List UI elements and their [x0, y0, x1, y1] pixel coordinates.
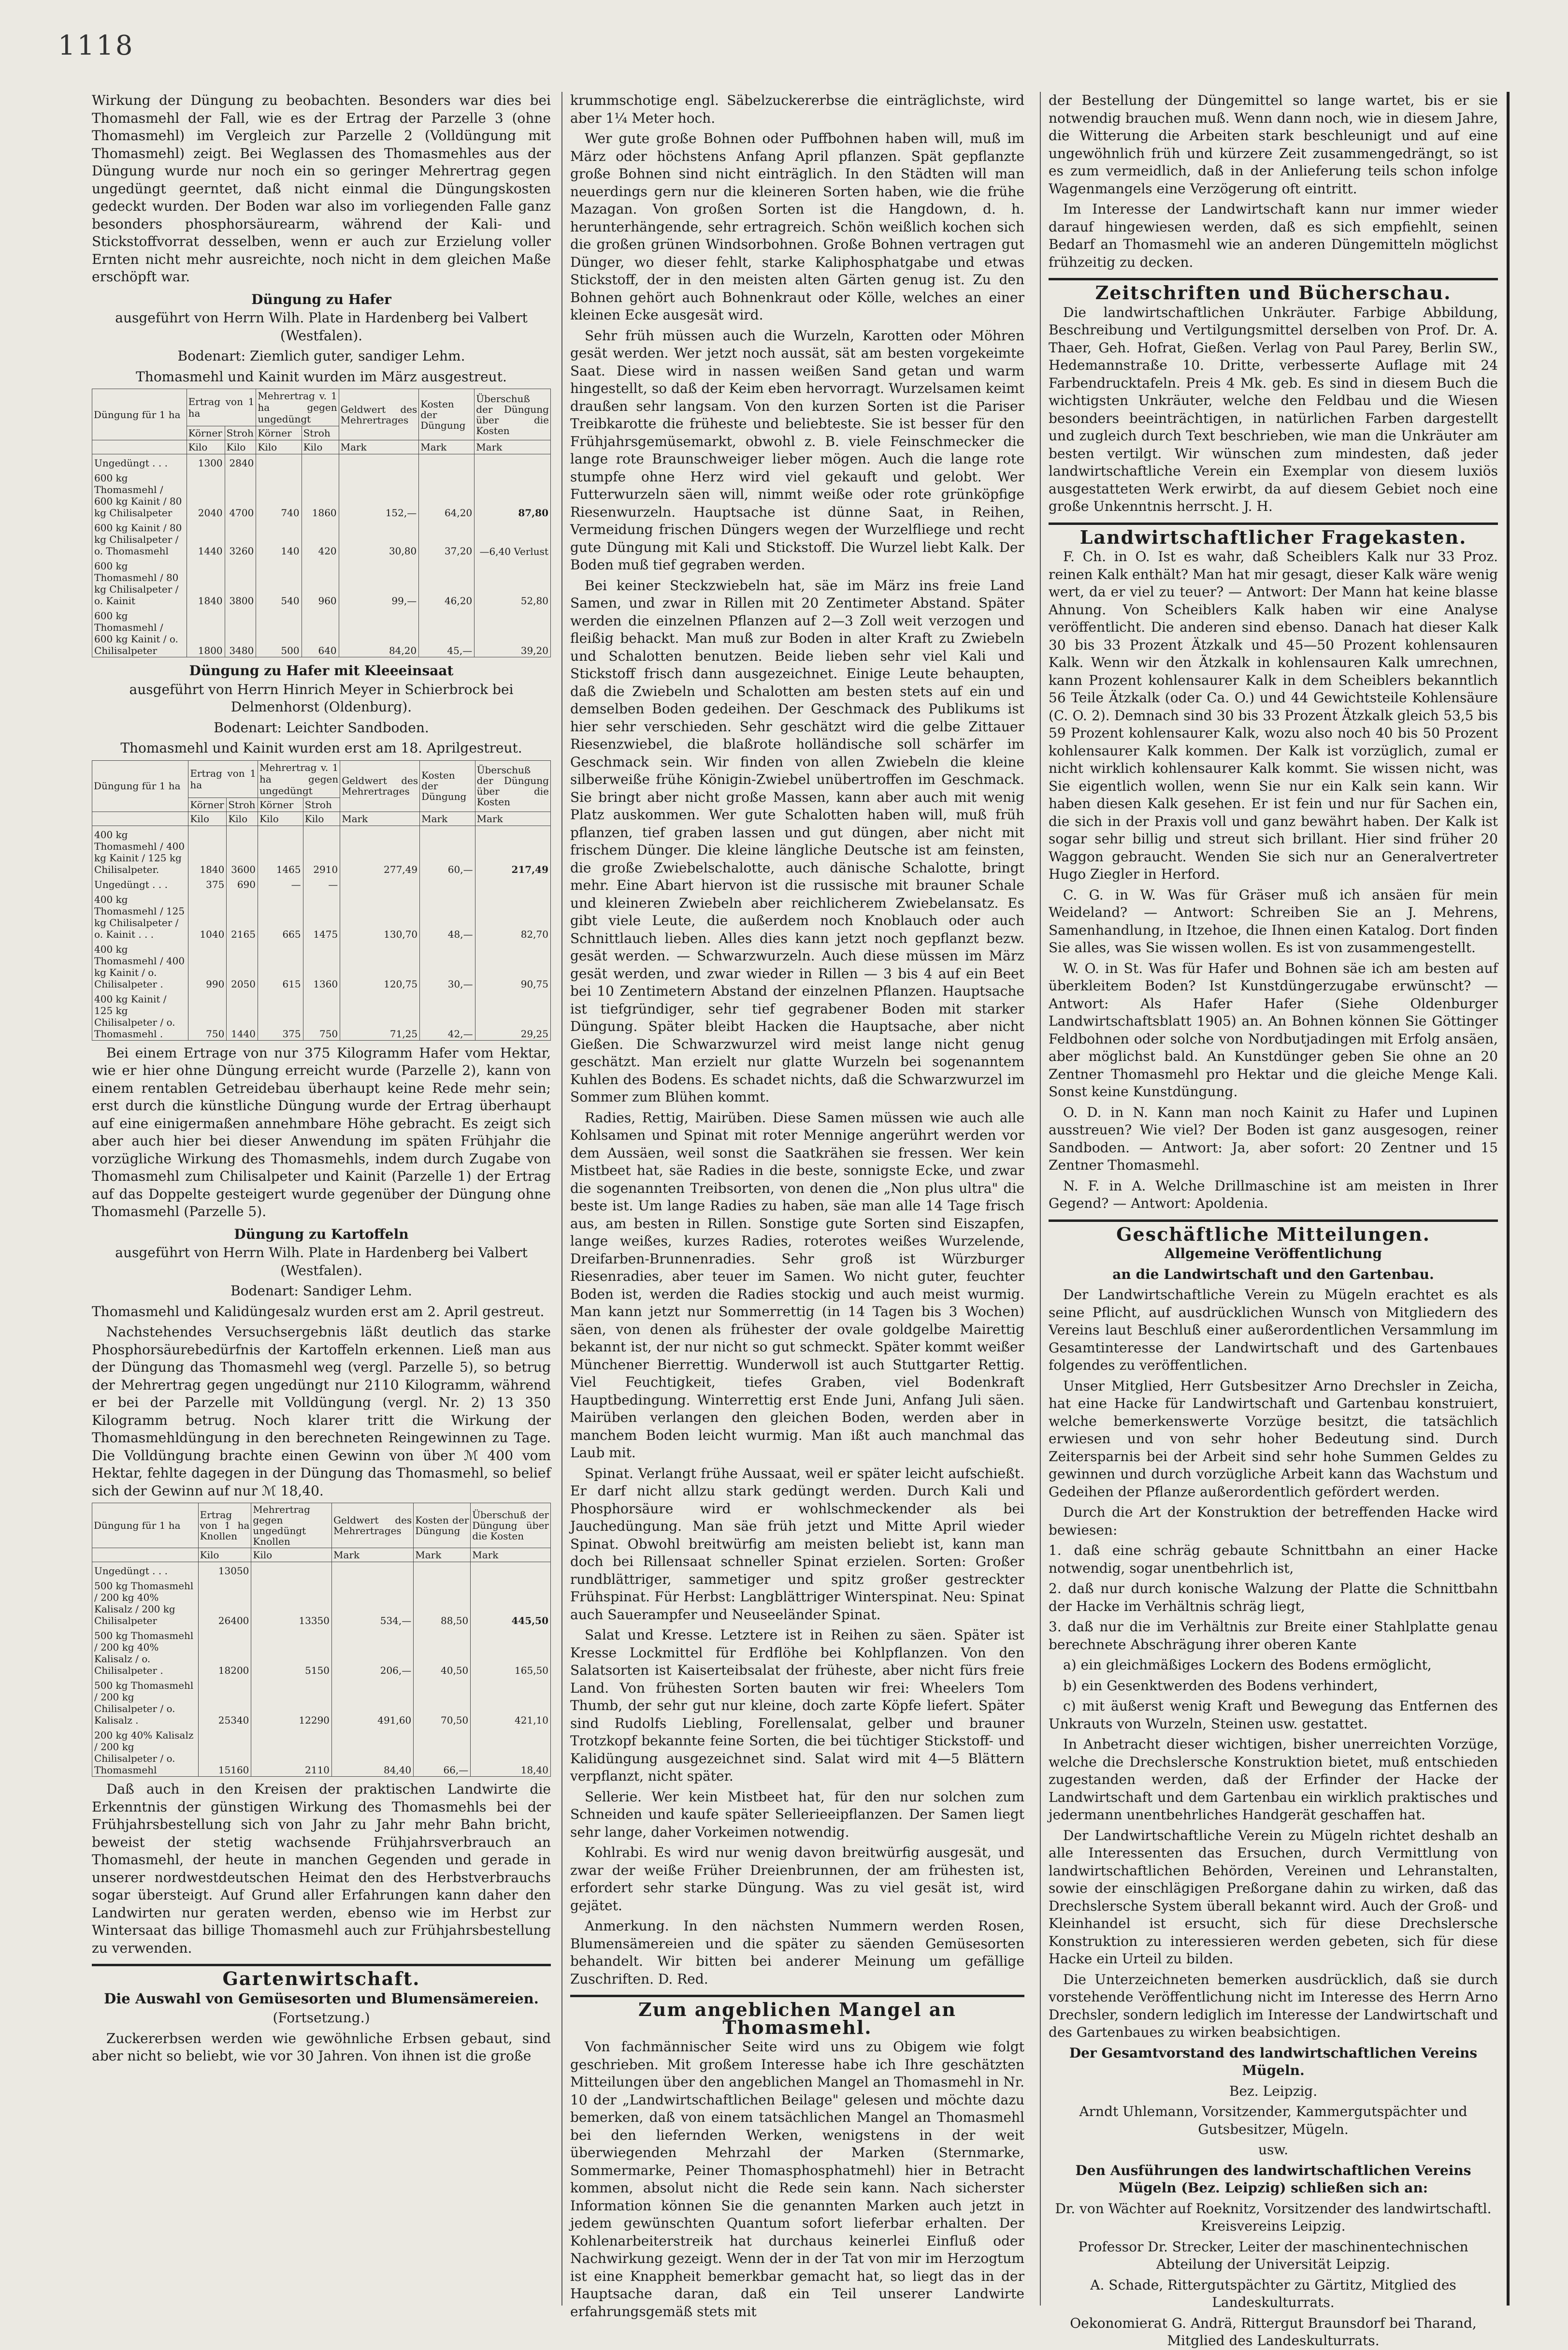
cell: 2840 [225, 454, 256, 470]
unit-label: Kilo [258, 812, 303, 826]
table-header: Geldwert des Mehrertrages [340, 760, 420, 812]
cell: 445,50 [471, 1577, 551, 1627]
paragraph: Der Landwirtschaftliche Verein zu Mügeln erachtet es als seine Pflicht, auf ausdrücklichen Wunsch von Mitgliedern des Vereins laut Beschluß einer außerordentlichen Versammlung im Gesamtinteresse der Landwirtschaft und des Gartenbaues folgendes zu veröffentlichen. [1049, 1287, 1498, 1373]
cell: 1040 [188, 891, 227, 941]
paragraph: krummschotige engl. Säbelzuckererbse die einträglichste, wird aber 1¼ Meter hoch. [570, 92, 1024, 126]
paragraph: Durch die Art der Konstruktion der betreffenden Hacke wird bewiesen: [1049, 1504, 1498, 1538]
row-label: Ungedüngt . . . [92, 876, 188, 891]
row-label: 500 kg Thomasmehl / 200 kg 40% Kalisalz / o. Chilisalpeter . [92, 1627, 199, 1677]
paragraph: Wirkung der Düngung zu beobachten. Besonders war dies bei Thomasmehl der Fall, wie es der Ertrag der Parzelle 3 (ohne Thomasmehl) im Vergleich zur Parzelle 2 (Volldüngung mit Thomasmehl) zeigt. Bei Weglassen des Thomasmehles aus der Düngung wurde nur noch ein so geringer Mehrertrag gegen ungedüngt geerntet, daß nicht einmal die Düngungskosten gedeckt wurden. Der Boden war also im vorliegenden Falle ganz besonders phosphorsäurearm, während der Kali- und Stickstoffvorrat desselben, wenn er auch zur Erzielung voller Ernten nicht mehr ausreichte, noch nicht in dem gleichen Maße erschöpft war. [92, 92, 551, 285]
table-header: Ertrag von 1 ha [188, 760, 258, 798]
paragraph: Von fachmännischer Seite wird uns zu Obigem wie folgt geschrieben. Mit großem Interesse habe ich Ihre geschätzten Mitteilungen über den angeblichen Mangel an Thomasmehl in Nr. 10 der „Landwirtschaftlichen Beilage" gelesen und möchte dazu bemerken, daß von einem tatsächlichen Mangel an Thomasmehl bei den liefernden Werken, wenigstens in der weit überwiegenden Mehrzahl der Marken (Sternmarke, Sommermarke, Peiner Thomasphosphatmehl) hier in Betracht kommen, absolut nicht die Rede sein kann. Nach sicherster Information können Sie die genannten Marken auch jetzt in jedem gewünschten Quantum sofort lieferbar erhalten. Der Kohlenarbeiterstreik hat durchaus keinerlei Einfluß oder Nachwirkung gezeigt. Wenn der in der Tat von mir im Herzogtum ist eine Knappheit bemerkbar gemacht hat, so liegt das in der Hauptsache daran, daß ein Teil unserer Landwirte erfahrungsgemäß stets mit [570, 2039, 1024, 2320]
cell: 52,80 [475, 557, 551, 607]
cell: 99,— [339, 557, 419, 607]
cell: 82,70 [475, 891, 550, 941]
table-header: Mehrertrag gegen ungedüngt Knollen [251, 1503, 332, 1548]
row-label: Ungedüngt . . . [92, 1562, 199, 1578]
cell: 30,80 [339, 519, 419, 557]
unit-label: Kilo [256, 440, 302, 454]
cell: 18,40 [471, 1726, 551, 1777]
cell: 18200 [198, 1627, 251, 1677]
table-header: Düngung für 1 ha [92, 1503, 199, 1548]
list-item: 3. daß nur die im Verhältnis zur Breite einer Stahlplatte genau berechnete Abschrägung ihrer oberen Kante [1049, 1619, 1498, 1653]
cell: 48,— [420, 891, 475, 941]
unit-label: Mark [339, 440, 419, 454]
table-row [92, 1577, 551, 1627]
cell: 2110 [251, 1726, 332, 1777]
cell: 990 [188, 941, 227, 990]
table-header: Kosten der Düngung [414, 1503, 471, 1548]
signature: usw. [1258, 2142, 1288, 2158]
cell: 84,20 [339, 607, 419, 657]
unit-label: Mark [419, 440, 475, 454]
cell: 540 [256, 557, 302, 607]
paragraph: Die Unterzeichneten bemerken ausdrücklich, daß sie durch vorstehende Veröffentlichung nicht im Interesse des Herrn Arno Drechsler, sondern lediglich im Interesse der Landwirtschaft und des Gartenbaues zu wirken beabsichtigen. [1049, 1971, 1498, 2040]
cell: 1465 [258, 826, 303, 876]
cell: 277,49 [340, 826, 420, 876]
subheading: Allgemeine Veröffentlichung [1165, 1246, 1382, 1262]
table-header: Düngung für 1 ha [92, 760, 188, 812]
cell: — [258, 876, 303, 891]
cell: 421,10 [471, 1677, 551, 1726]
paragraph: Der Landwirtschaftliche Verein zu Mügeln richtet deshalb an alle Interessenten das Ersuchen, durch Vermittlung von landwirtschaftlichen Behörden, Vereinen und Lehranstalten, sowie der einschlägigen Preßorgane dahin zu wirken, daß das Drechslersche System überall bekannt wird. Auch der Groß- und Kleinhandel ist ersucht, sich für diese Drechslersche Konstruktion zu interessieren werden gebeten, sich für diese Hacke ein Urteil zu bilden. [1049, 1827, 1498, 1967]
cell [420, 876, 475, 891]
signature: Professor Dr. Strecker, Leiter der maschinentechnischen Abteilung der Universität Leipzig. [1078, 2238, 1468, 2272]
qa-entry: W. O. in St. Was für Hafer und Bohnen säe ich am besten auf überkleitem Boden? Ist Kunstdüngerzugabe erwünscht? — Antwort: Als Hafer Hafer (Siehe Oldenburger Landwirtschaftsblatt 1905) an. An Bohnen können Sie Göttinger Feldbohnen oder solche von Nordbutjadingen mit Erfolg ansäen, aber möglichst bald. An Kunstdünger geben Sie ohne an 20 Zentner Thomasmehl pro Hektar und die gleiche Menge Kali. Sonst keine Kunstdüngung. [1049, 960, 1498, 1100]
row-label: 400 kg Thomasmehl / 400 kg Kainit / 125 kg Chilisalpeter. [92, 826, 188, 876]
paragraph: Zuckererbsen werden wie gewöhnliche Erbsen gebaut, sind aber nicht so beliebt, wie vor 30 Jahren. Von ihnen ist die große [92, 2030, 551, 2064]
cell [475, 876, 550, 891]
cell: 3600 [227, 826, 258, 876]
table-header: Überschuß der Düngung über die Kosten [475, 389, 551, 440]
cell: 66,— [414, 1726, 471, 1777]
table-header: Düngung für 1 ha [92, 389, 187, 440]
cell [302, 454, 339, 470]
cell: 3260 [225, 519, 256, 557]
column-3 [1049, 92, 1498, 2349]
paragraph: Kohlrabi. Es wird nur wenig davon breitwürfig ausgesät, und zwar der weiße Früher Dreienbrunnen, der am frühesten ist, erfordert sehr starke Düngung. Was zu viel gesät ist, wird gejätet. [570, 1844, 1024, 1914]
cell: 640 [302, 607, 339, 657]
cell: 740 [256, 469, 302, 519]
cell: 375 [188, 876, 227, 891]
paragraph: Im Interesse der Landwirtschaft kann nur immer wieder darauf hingewiesen werden, daß es sich empfiehlt, seinen Bedarf an Thomasmehl wie an anderen Düngemitteln möglichst frühzeitig zu decken. [1049, 201, 1498, 270]
unit-label: Kilo [188, 812, 227, 826]
cell: 46,20 [419, 557, 475, 607]
unit-label: Kilo [251, 1548, 332, 1562]
cell: 1440 [227, 990, 258, 1041]
cell: 960 [302, 557, 339, 607]
table-row [92, 469, 551, 519]
cell [475, 454, 551, 470]
table-row [92, 1627, 551, 1677]
list-item: 2. daß nur durch konische Walzung der Platte die Schnittbahn der Hacke im Verhältnis schräg liegt, [1049, 1581, 1498, 1614]
cell: —6,40 Verlust [475, 519, 551, 557]
soil-type: Bodenart: Ziemlich guter, sandiger Lehm. [177, 348, 465, 364]
section-heading: Zum angeblichen Mangel an Thomasmehl. [570, 1995, 1024, 2036]
table-header: Mehrertrag v. 1 ha gegen ungedüngt [258, 760, 340, 798]
cell: 1840 [187, 557, 225, 607]
table-header: Körner [256, 426, 302, 440]
cell: 1360 [303, 941, 340, 990]
cell: 87,80 [475, 469, 551, 519]
soil-type: Bodenart: Leichter Sandboden. [214, 719, 429, 736]
cell [339, 454, 419, 470]
cell: 1300 [187, 454, 225, 470]
cell: 13050 [198, 1562, 251, 1578]
cell: 750 [303, 990, 340, 1041]
cell: 2165 [227, 891, 258, 941]
cell: 140 [256, 519, 302, 557]
potato-fertilizer-table [92, 1503, 551, 1777]
unit-label: Mark [332, 1548, 414, 1562]
row-label: Ungedüngt . . . [92, 454, 187, 470]
cell: 206,— [332, 1627, 414, 1677]
unit-label: Mark [420, 812, 475, 826]
section-heading: Gartenwirtschaft. [92, 1964, 551, 1988]
column-rule-1 [561, 92, 562, 2306]
signature: Bez. Leipzig. [1229, 2083, 1318, 2099]
right-edge-rule [1507, 92, 1510, 2306]
row-label: 400 kg Kainit / 125 kg Chilisalpeter / o. Thomasmehl . [92, 990, 188, 1041]
column-2 [570, 92, 1024, 2320]
unit-label: Mark [471, 1548, 551, 1562]
table-header: Überschuß der Düngung über die Kosten [475, 760, 550, 812]
cell: 90,75 [475, 941, 550, 990]
paragraph: Bei einem Ertrage von nur 375 Kilogramm Hafer vom Hektar, wie er hier ohne Düngung erreicht wurde (Parzelle 2), kann von einem rentablen Getreidebau überhaupt keine Rede mehr sein; erst durch die künstliche Düngung wurde der Ertrag überhaupt auf eine einigermaßen annehmbare Höhe gebracht. Es zeigt sich aber auch hier bei dieser Anwendung im späten Frühjahr die vorzügliche Wirkung des Thomasmehls, indem durch Zugabe von Thomasmehl zum Chilisalpeter und Kainit (Parzelle 1) der Ertrag auf das Doppelte gesteigert wurde gegenüber der Düngung ohne Thomasmehl (Parzelle 5). [92, 1044, 551, 1219]
cell: — [303, 876, 340, 891]
cell: 1800 [187, 607, 225, 657]
cell: 615 [258, 941, 303, 990]
paragraph: Spinat. Verlangt frühe Aussaat, weil er später leicht aufschießt. Er darf nicht allzu stark gedüngt werden. Durch Kali und Phosphorsäure wird er wohlschmeckender als bei Jauchedüngung. Man säe früh jetzt und Mitte April wieder Spinat. Obwohl breitwürfig am meisten beliebt ist, kann man doch bei Rillensaat schneller Spinat erzielen. Sorten: Großer rundblättriger, sammetiger und spitz großer gestreckter Frühspinat. Für Herbst: Langblättriger Winterspinat. Neu: Spinat auch Sauerampfer und Neuseeländer Spinat. [570, 1465, 1024, 1623]
cell: 70,50 [414, 1677, 471, 1726]
cell: 39,20 [475, 607, 551, 657]
soil-type: Bodenart: Sandiger Lehm. [230, 1283, 412, 1299]
table-row [92, 826, 551, 876]
cell: 5150 [251, 1627, 332, 1677]
table-header: Stroh [227, 798, 258, 812]
cell: 1440 [187, 519, 225, 557]
signature: Der Gesamtvorstand des landwirtschaftlichen Vereins Mügeln. [1069, 2045, 1478, 2078]
cell: 40,50 [414, 1627, 471, 1677]
row-label: 400 kg Thomasmehl / 400 kg Kainit / o. Chilisalpeter . [92, 941, 188, 990]
list-item: a) ein gleichmäßiges Lockern des Bodens ermöglicht, [1063, 1657, 1432, 1673]
row-label: 600 kg Thomasmehl / 80 kg Chilisalpeter / o. Kainit [92, 557, 187, 607]
table-header: Körner [258, 798, 303, 812]
table-row [92, 990, 551, 1041]
signature: A. Schade, Rittergutspächter zu Gärtitz, Mitglied des Landeskulturrats. [1090, 2277, 1456, 2310]
cell: 26400 [198, 1577, 251, 1627]
unit-label: Kilo [227, 812, 258, 826]
table-row [92, 876, 551, 891]
table-header: Überschuß der Düngung über die Kosten [471, 1503, 551, 1548]
section-title: Düngung zu Hafer [251, 291, 391, 307]
paragraph: Anmerkung. In den nächsten Nummern werden Rosen, Blumensämereien und die später zu säenden Gemüsesorten behandelt. Wir bitten bei anderer Meinung um gefällige Zuschriften. D. Red. [570, 1918, 1024, 1987]
cell: 690 [227, 876, 258, 891]
unit-label: Mark [414, 1548, 471, 1562]
list-item: 1. daß eine schräg gebaute Schnittbahn an einer Hacke notwendig, sogar unentbehrlich ist, [1049, 1542, 1498, 1576]
table-header: Ertrag von 1 ha Knollen [198, 1503, 251, 1548]
cell: 42,— [420, 990, 475, 1041]
cell: 13350 [251, 1577, 332, 1627]
list-item: c) mit äußerst wenig Kraft und Bewegung das Entfernen des Unkrauts von Wurzeln, Steinen usw. gestattet. [1049, 1698, 1498, 1732]
paragraph: Salat und Kresse. Letztere ist in Reihen zu säen. Später ist Kresse Lockmittel für Erdflöhe bei Kohlpflanzen. Von den Salatsorten ist Kaiserteibsalat der früheste, aber nicht fürs freie Land. Von frühesten Sorten bauten wir frei: Wheelers Tom Thumb, der sehr gut nur kleine, doch zarte Köpfe liefert. Später sind Rudolfs Liebling, Forellensalat, gelber und brauner Trotzkopf bekannte feine Sorten, die bei tüchtiger Stickstoff- und Kalidüngung ausgezeichnet sind. Salat wird mit 4—5 Blättern verpflanzt, nicht später. [570, 1627, 1024, 1784]
cell: 15160 [198, 1726, 251, 1777]
cell: 750 [188, 990, 227, 1041]
cell: 375 [258, 990, 303, 1041]
continuation-note: (Fortsetzung.) [273, 2010, 370, 2026]
section-title: Düngung zu Kartoffeln [234, 1226, 409, 1242]
unit-label: Kilo [187, 440, 225, 454]
table-row [92, 519, 551, 557]
cell [251, 1562, 332, 1578]
cell: 4700 [225, 469, 256, 519]
table-header: Mehrertrag v. 1 ha gegen ungedüngt [256, 389, 339, 426]
cell: 12290 [251, 1677, 332, 1726]
unit-label: Kilo [198, 1548, 251, 1562]
section-byline: ausgeführt von Herrn Wilh. Plate in Hardenberg bei Valbert (Westfalen). [115, 1245, 528, 1278]
oat-fertilizer-table [92, 389, 551, 657]
paragraph: Bei keiner Steckzwiebeln hat, säe im März ins freie Land Samen, und zwar in Rillen mit 20 Zentimeter Abstand. Später werden die einzelnen Pflanzen auf 2—3 Zoll weit verzogen und fleißig behackt. Man muß zur Boden in alter Kraft zu Zwiebeln und Schalotten benutzen. Beide lieben sehr viel Kali und Stickstoff frisch dann ausgezeichnet. Einige Leute behaupten, daß die Zwiebeln und Schalotten am besten stets auf ein und demselben Boden gedeihen. Der Geschmack des Publikums ist hier sehr verschieden. Sehr geschätzt wird die gelbe Zittauer Riesenzwiebel, die blaßrote holländische soll schärfer im Geschmack sein. Wir finden von allen Zwiebeln die kleine silberweiße frühe Königin-Zwiebel unübertroffen im Geschmack. Sie bringt aber nicht große Massen, kann aber auch mit wenig Platz auskommen. Wer gute Schalotten haben will, muß früh pflanzen, tief graben lassen und gut düngen, aber nicht mit frischem Dünger. Die kleine längliche Deutsche ist am feinsten, die große Zwiebelschalotte, auch dänische Schalotte, bringt mehr. Eine Abart hiervon ist die russische mit brauner Schale und kleineren Zwiebeln aber reichlicherem Zwiebelansatz. Es gibt viele Leute, die außerdem noch Knoblauch oder auch Schnittlauch lieben. Alles dies kann jetzt noch gepflanzt bezw. gesät werden. — Schwarzwurzeln. Auch diese müssen im März gesät werden, und zwar wieder in Rillen — 3 bis 4 auf ein Beet bei 10 Zentimetern Abstand der einzelnen Pflanzen. Hauptsache ist tiefgründiger, sehr tief gegrabener Boden mit starker Düngung. Später bleibt Hacken die Hauptsache, aber nicht Gießen. Die Schwarzwurzel wird meist lange nicht genug geschätzt. Man erzielt nur glatte Wurzeln bei sogenanntem Kuhlen des Bodens. Es schadet nichts, daß die Schwarzwurzel im Sommer zum Blühen kommt. [570, 577, 1024, 1105]
cell: 500 [256, 607, 302, 657]
unit-label: Kilo [303, 812, 340, 826]
cell: 3800 [225, 557, 256, 607]
signature: Oekonomierat G. Andrä, Rittergut Braunsdorf bei Tharand, Mitglied des Landeskulturrats. [1070, 2315, 1477, 2349]
cell: 2050 [227, 941, 258, 990]
cell: 88,50 [414, 1577, 471, 1627]
cell [340, 876, 420, 891]
paragraph: Sehr früh müssen auch die Wurzeln, Karotten oder Möhren gesät werden. Wer jetzt noch aussät, sät am besten vorgekeimte Saat. Diese wird in nassen weißen Sand getan und warm hingestellt, so daß der Keim eben hervorragt. Wurzelsamen keimt draußen sehr langsam. Von den kurzen Sorten ist die Pariser Treibkarotte die früheste und beliebteste. Sie ist besser für den Frühjahrsgemüsemarkt, obwohl z. B. viele Feinschmecker die lange rote Braunschweiger lieber mögen. Auch die lange rote stumpfe ohne Herz wird viel gekauft und gelobt. Wer Futterwurzeln säen will, nimmt weiße oder rote grünköpfige Riesenwurzeln. Hauptsache ist dünne Saat, in Reihen, Vermeidung frischen Düngers wegen der Wurzelfliege und recht gute Düngung mit Kali und Stickstoff. Die Wurzel liebt Kalk. Der Boden muß tief gegraben werden. [570, 327, 1024, 573]
cell: 2040 [187, 469, 225, 519]
row-label: 500 kg Thomasmehl / 200 kg 40% Kalisalz / 200 kg Chilisalpeter [92, 1577, 199, 1627]
qa-entry: N. F. in A. Welche Drillmaschine ist am meisten in Ihrer Gegend? — Antwort: Apoldenia. [1049, 1177, 1498, 1211]
cell: 64,20 [419, 469, 475, 519]
cell [256, 454, 302, 470]
column-1 [92, 92, 551, 2306]
list-item: b) ein Gesenktwerden des Bodens verhindert, [1063, 1677, 1378, 1694]
row-label: 200 kg 40% Kalisalz / 200 kg Chilisalpeter / o. Thomasmehl [92, 1726, 199, 1777]
table-header: Stroh [303, 798, 340, 812]
cell: 71,25 [340, 990, 420, 1041]
cell: 130,70 [340, 891, 420, 941]
paragraph: Wer gute große Bohnen oder Puffbohnen haben will, muß im März oder höchstens Anfang April pflanzen. Spät gepflanzte große Bohnen sind nicht einträglich. In den Städten will man neuerdings gern nur die kleineren Sorten haben, wie die frühe Mazagan. Von großen Sorten ist die Hangdown, d. h. herunterhängende, sehr ertragreich. Schön weißlich kochen sich die großen grünen Windsorbohnen. Große Bohnen vertragen gut Dünger, wo dieser fehlt, starke Kaliphosphatgabe und etwas Stickstoff, der in den meisten alten Gärten genug ist. Zu den Bohnen gehört auch Bohnenkraut oder Kölle, welches an einer kleinen Ecke ausgesät wird. [570, 131, 1024, 323]
article-title: Die Auswahl von Gemüsesorten und Blumensämereien. [104, 1990, 539, 2007]
table-header: Körner [188, 798, 227, 812]
cell: 1860 [302, 469, 339, 519]
table-header: Geldwert des Mehrertrages [332, 1503, 414, 1548]
unit-label: Kilo [225, 440, 256, 454]
signature: Den Ausführungen des landwirtschaftlichen Vereins Mügeln (Bez. Leipzig) schließen sich an: [1075, 2162, 1471, 2196]
cell: 29,25 [475, 990, 550, 1041]
cell: 30,— [420, 941, 475, 990]
qa-entry: C. G. in W. Was für Gräser muß ich ansäen für mein Weideland? — Antwort: Schreiben Sie an J. Mehrens, Samenhandlung, in Itzehoe, die Ihnen einen Katalog. Dort finden Sie alles, was Sie wissen wollen. Es ist von zusammengestellt. [1049, 886, 1498, 956]
cell: 1475 [303, 891, 340, 941]
paragraph: Radies, Rettig, Mairüben. Diese Samen müssen wie auch alle Kohlsamen und Spinat mit roter Mennige angerührt werden vor dem Aussäen, weil sonst die Saatkrähen sie fressen. Wer kein Mistbeet hat, säe Radies in die beste, sonnigste Ecke, und zwar die sogenannten Treibsorten, von denen die „Non plus ultra" die beste ist. Um lange Radies zu haben, säe man alle 14 Tage frisch aus, am besten in Rillen. Sonstige gute Sorten sind Eiszapfen, lange weißes, kurzes Radies, roterotes weißes Wurzelende, Dreifarben-Brunnenradies. Sehr groß ist Würzburger Riesenradies, aber teuer im Samen. Wo nicht guter, feuchter Boden ist, werden die Radies stockig und auch meist wurmig. Man kann jetzt nur Sommerrettig (in 14 Tagen bis 3 Wochen) säen, von denen als frühester der ovale goldgelbe Mairettig bekannt ist, der nur nicht so gut schmeckt. Später kommt weißer Münchener Bierrettig. Wunderwoll ist auch Stuttgarter Rettig. Viel Feuchtigkeit, tiefes Graben, viel Bodenkraft Hauptbedingung. Winterrettig erst Ende Juni, Anfang Juli säen. Mairüben verlangen den gleichen Boden, werden aber in manchem Boden leicht wurmig. Man ißt auch manchmal das Laub mit. [570, 1109, 1024, 1461]
paragraph: In Anbetracht dieser wichtigen, bisher unerreichten Vorzüge, welche die Drechslersche Konstruktion bietet, muß entschieden zugestanden werden, daß der Erfinder der Hacke der Landwirtschaft und dem Gartenbau ein wirklich praktisches und jedermann unentbehrliches Handgerät geschaffen hat. [1049, 1736, 1498, 1823]
unit-label: Kilo [302, 440, 339, 454]
paragraph: Daß auch in den Kreisen der praktischen Landwirte die Erkenntnis der günstigen Wirkung des Thomasmehls bei der Frühjahrsbestellung sich von Jahr zu Jahr mehr Bahn bricht, beweist der stetig wachsende Frühjahrsverbrauch an Thomasmehl, der heute in manchen Gegenden und gerade in unserer nordwestdeutschen Heimat den des Herbstverbrauchs sogar übersteigt. Auf Grund aller Erfahrungen kann daher den Landwirten nur geraten werden, ebenso wie im Herbst zur Wintersaat das billige Thomasmehl auch zur Frühjahrsbestellung zu verwenden. [92, 1781, 551, 1956]
section-byline: ausgeführt von Herrn Wilh. Plate in Hardenberg bei Valbert (Westfalen). [115, 310, 528, 344]
table-row [92, 607, 551, 657]
row-label: 600 kg Thomasmehl / 600 kg Kainit / o. Chilisalpeter [92, 607, 187, 657]
row-label: 500 kg Thomasmehl / 200 kg Chilisalpeter / o. Kalisalz . [92, 1677, 199, 1726]
cell [332, 1562, 414, 1578]
section-heading: Geschäftliche Mitteilungen. [1049, 1219, 1498, 1244]
table-header: Körner [187, 426, 225, 440]
section-title: Düngung zu Hafer mit Kleeeinsaat [189, 663, 454, 679]
cell [471, 1562, 551, 1578]
qa-entry: F. Ch. in O. Ist es wahr, daß Scheiblers Kalk nur 33 Proz. reinen Kalk enthält? Man hat mir gesagt, dieser Kalk wäre wenig wert, da er viel zu teuer? — Antwort: Der Mann hat keine blasse Ahnung. Von Scheiblers Kalk haben wir eine Analyse veröffentlicht. Die anderen sind ebenso. Danach hat dieser Kalk 30 bis 33 Prozent Ätzkalk und 45—50 Prozent kohlensauren Kalk. Wenn wir den Ätzkalk in kohlensauren Kalk umrechnen, kann Prozent kohlensaurer Kalk in dem Scheiblers bekanntlich 56 Teile Ätzkalk (oder Ca. O.) und 44 Gewichtsteile Kohlensäure (C. O. 2). Demnach sind 30 bis 33 Prozent Ätzkalk gleich 53,5 bis 59 Prozent kohlensaurer Kalk, wozu also noch 40 bis 50 Prozent kohlensaurer Kalk kommen. Der Kalk ist vorzüglich, zumal er nicht wirklich kohlensaurer Kalk kommt. Sie wissen nicht, was Sie eigentlich wollen, wenn Sie nur ein Kalk sein kann. Wir haben diesen Kalk gesehen. Er ist fein und nur für Sachen ein, die sich in der Praxis voll und ganz bewährt haben. Der Kalk ist sogar sehr billig und streut sich brillant. Hier sind früher 20 Waggon gebraucht. Wenden Sie sich nur an Generalvertreter Hugo Ziegler in Herford. [1049, 549, 1498, 882]
subheading: an die Landwirtschaft und den Gartenbau. [1112, 1266, 1434, 1282]
cell: 2910 [303, 826, 340, 876]
row-label: 400 kg Thomasmehl / 125 kg Chilisalpeter / o. Kainit . . . [92, 891, 188, 941]
cell: 84,40 [332, 1726, 414, 1777]
signature: Dr. von Wächter auf Roeknitz, Vorsitzender des landwirtschaftl. Kreisvereins Leipzig. [1055, 2200, 1492, 2234]
cell: 665 [258, 891, 303, 941]
cell: 152,— [339, 469, 419, 519]
table-header: Kosten der Düngung [420, 760, 475, 812]
table-header: Kosten der Düngung [419, 389, 475, 440]
table-row [92, 891, 551, 941]
oat-clover-table [92, 760, 551, 1041]
row-label: 600 kg Kainit / 80 kg Chilisalpeter / o. Thomasmehl [92, 519, 187, 557]
table-row [92, 1562, 551, 1578]
page-number: 1118 [58, 30, 135, 61]
paragraph: Nachstehendes Versuchsergebnis läßt deutlich das starke Phosphorsäurebedürfnis der Kartoffeln erkennen. Ließ man aus der Düngung das Thomasmehl weg (vergl. Parzelle 5), so betrug der Mehrertrag gegen ungedüngt nur 2110 Kilogramm, während er bei der Parzelle mit Volldüngung (vergl. Nr. 2) 13 350 Kilogramm betrug. Noch klarer tritt die Wirkung der Thomasmehldüngung in den berechneten Reingewinnen zu Tage. Die Volldüngung brachte einen Gewinn von über ℳ 400 vom Hektar, fehlte dagegen in der Düngung das Thomasmehl, so belief sich der Gewinn auf nur ℳ 18,40. [92, 1324, 551, 1499]
table-row [92, 1677, 551, 1726]
cell: 165,50 [471, 1627, 551, 1677]
table-row [92, 557, 551, 607]
fertilizer-note: Thomasmehl und Kainit wurden im März ausgestreut. [136, 368, 507, 385]
paragraph: Die landwirtschaftlichen Unkräuter. Farbige Abbildung, Beschreibung und Vertilgungsmittel derselben von Prof. Dr. A. Thaer, Geh. Hofrat, Gießen. Verlag von Paul Parey, Berlin SW., Hedemannstraße 10. Dritte, verbesserte Auflage mit 24 Farbendrucktafeln. Preis 4 Mk. geb. Es sind in diesem Buch die wichtigsten Unkräuter, welche den Feldbau und die Wiesen besonders beeinträchtigen, in natürlichen Farben dargestellt und zugleich durch Text beschrieben, wie man die Unkräuter am besten vertilgt. Wir wünschen zum mindesten, daß jeder landwirtschaftliche Verein ein Exemplar von diesem luxiös ausgestatteten Werk erwirbt, da auf diesem Gebiet noch eine große Unkenntnis herrscht. J. H. [1049, 304, 1498, 514]
cell: 420 [302, 519, 339, 557]
table-header: Ertrag von 1 ha [187, 389, 256, 426]
cell: 491,60 [332, 1677, 414, 1726]
cell: 37,20 [419, 519, 475, 557]
row-label: 600 kg Thomasmehl / 600 kg Kainit / 80 kg Chilisalpeter [92, 469, 187, 519]
qa-entry: O. D. in N. Kann man noch Kainit zu Hafer und Lupinen ausstreuen? Wie viel? Der Boden ist ganz ausgesogen, reiner Sandboden. — Antwort: Ja, aber sofort: 20 Zentner und 15 Zentner Thomasmehl. [1049, 1104, 1498, 1173]
cell: 120,75 [340, 941, 420, 990]
cell: 534,— [332, 1577, 414, 1627]
fertilizer-note: Thomasmehl und Kalidüngesalz wurden erst am 2. April gestreut. [92, 1303, 545, 1320]
table-row [92, 454, 551, 470]
unit-label: Mark [340, 812, 420, 826]
cell: 25340 [198, 1677, 251, 1726]
table-header: Stroh [225, 426, 256, 440]
table-header: Stroh [302, 426, 339, 440]
cell: 3480 [225, 607, 256, 657]
section-heading: Zeitschriften und Bücherschau. [1049, 278, 1498, 302]
paragraph: der Bestellung der Düngemittel so lange wartet, bis er sie notwendig brauchen muß. Wenn dann noch, wie in diesem Jahre, die Witterung die Arbeiten stark beschleunigt und auf eine ungewöhnlich früh und kürzere Zeit zusammengedrängt, so ist es zum vermeidlich, daß in der Anlieferung teils schon infolge Wagenmangels eine Verzögerung oft eintritt. [1049, 92, 1498, 197]
cell: 217,49 [475, 826, 550, 876]
unit-label: Mark [475, 812, 550, 826]
table-row [92, 1726, 551, 1777]
fertilizer-note: Thomasmehl und Kainit wurden erst am 18. Aprilgestreut. [120, 740, 522, 756]
cell [419, 454, 475, 470]
signature: Arndt Uhlemann, Vorsitzender, Kammergutspächter und Gutsbesitzer, Mügeln. [1079, 2103, 1467, 2137]
unit-label: Mark [475, 440, 551, 454]
cell: 45,— [419, 607, 475, 657]
cell [414, 1562, 471, 1578]
paragraph: Sellerie. Wer kein Mistbeet hat, für den nur solchen zum Schneiden und kaufe später Sellerieeipflanzen. Der Samen liegt sehr lange, daher Vorkeimen notwendig. [570, 1788, 1024, 1840]
cell: 1840 [188, 826, 227, 876]
section-heading: Landwirtschaftlicher Fragekasten. [1049, 522, 1498, 547]
section-byline: ausgeführt von Herrn Hinrich Meyer in Schierbrock bei Delmenhorst (Oldenburg). [129, 681, 514, 715]
column-rule-2 [1040, 92, 1041, 2306]
cell: 60,— [420, 826, 475, 876]
table-row [92, 941, 551, 990]
table-header: Geldwert des Mehrertrages [339, 389, 419, 440]
paragraph: Unser Mitglied, Herr Gutsbesitzer Arno Drechsler in Zeicha, hat eine Hacke für Landwirtschaft und Gartenbau konstruiert, welche bemerkenswerte Vorzüge besitzt, die tatsächlich erwiesen und von sehr hoher Bedeutung sind. Durch Zeitersparnis bei der Arbeit sind sehr hohe Summen Geldes zu gewinnen und durch vorzügliche Arbeit kann das Wachstum und Gedeihen der Pflanze außerordentlich gefördert werden. [1049, 1378, 1498, 1500]
